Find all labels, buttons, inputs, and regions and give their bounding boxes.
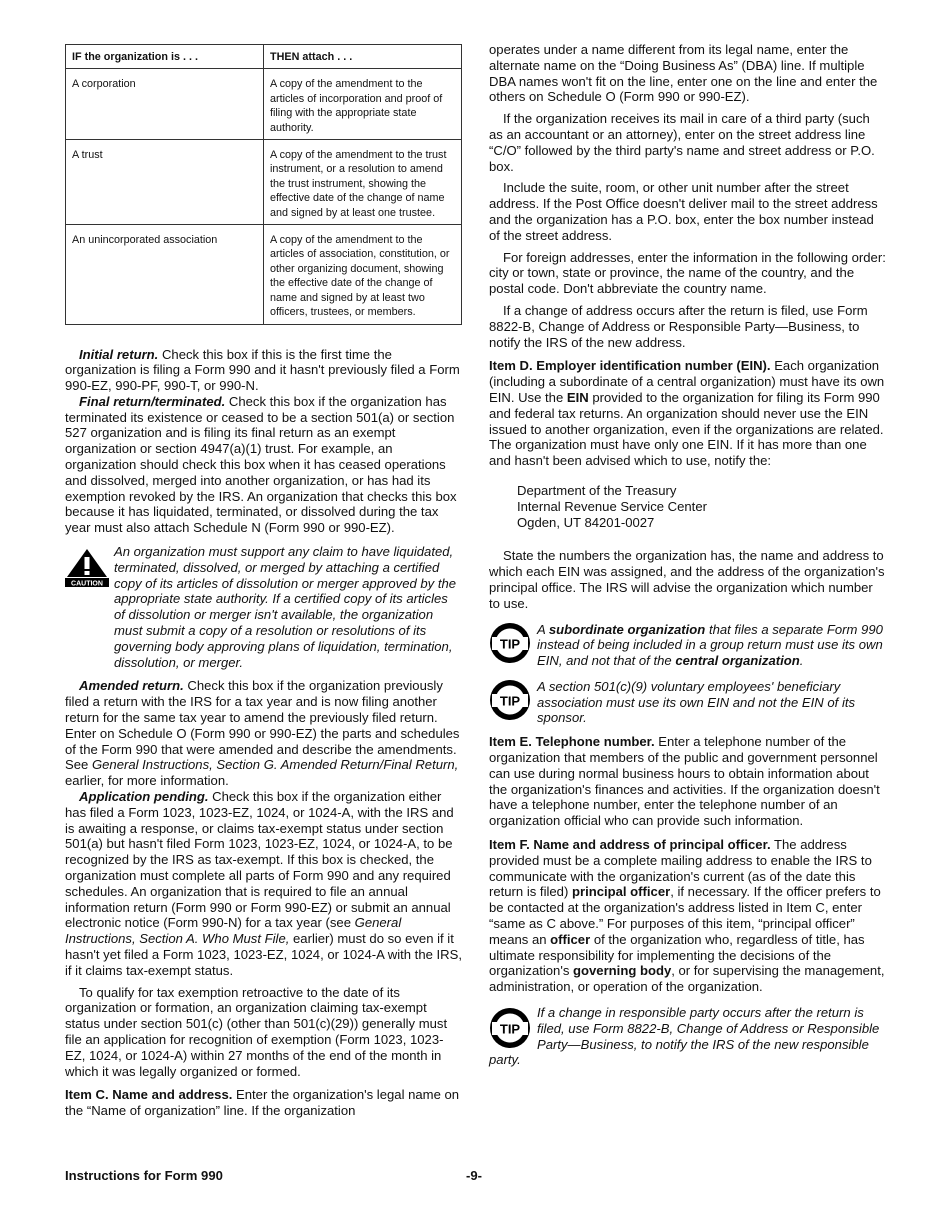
tip-icon <box>489 622 531 664</box>
amended-return-text-end: earlier, for more information. <box>65 773 229 789</box>
tip-label: TIP <box>499 693 521 709</box>
table-header-then: THEN attach . . . <box>264 45 462 69</box>
caution-icon <box>65 547 109 587</box>
footer-title: Instructions for Form 990 <box>65 1168 223 1183</box>
third-party-mail-paragraph: If the organization receives its mail in care of a third party (such as an accountant or an attorney), enter on the street address line “C/O” followed by the third party's name and street address or P.O. box. <box>489 111 875 174</box>
left-column <box>65 0 462 1119</box>
change-of-address-paragraph: If a change of address occurs after the return is filed, use Form 8822-B, Change of Address or Responsible Party—Business, to notify the IRS of the new address. <box>489 302 868 350</box>
tip-text-veba: A section 501(c)(9) voluntary employees' beneficiary association must use its own EIN and not the EIN of its sponsor. <box>537 678 856 726</box>
item-d-ein: EIN <box>566 389 589 405</box>
address-line: Internal Revenue Service Center <box>517 498 707 514</box>
item-c-heading: Item C. Name and address. <box>65 1087 233 1103</box>
address-line: Department of the Treasury <box>517 482 677 498</box>
item-e-paragraph <box>489 734 886 829</box>
tip-note-subordinate <box>489 622 886 669</box>
initial-return-text: Check this box if this is the first time the organization is filing a Form 990 and it hasn't previously filed a Form 990-EZ, 990-PF, 990-T, or 990-N. <box>65 346 460 394</box>
initial-return-heading: Initial return. <box>79 346 159 362</box>
item-d-text: Each organization (including a subordinate of a central organization) must have its own EIN. Use the <box>489 358 885 405</box>
application-pending-paragraph <box>65 789 462 979</box>
table-cell-then: A copy of the amendment to the articles of incorporation and proof of filing with the appropriate state authority. <box>264 69 462 140</box>
item-f-bold-term: governing body <box>573 963 672 979</box>
item-f-heading: Item F. Name and address of principal officer. <box>489 837 771 853</box>
table-cell-then: A copy of the amendment to the trust instrument, or a resolution to amend the trust instrument, showing the effective date of the change of name and signed by at least one trustee. <box>264 140 462 225</box>
item-c-paragraph <box>65 1087 462 1119</box>
state-numbers-paragraph: State the numbers the organization has, the name and address to which each EIN was assigned, and the address of the organization's principal office. The IRS will advise the organization which number to use. <box>489 548 885 611</box>
final-return-heading: Final return/terminated. <box>79 393 226 409</box>
address-line: Ogden, UT 84201-0027 <box>517 514 655 530</box>
page-number: -9- <box>466 1168 483 1183</box>
caution-label: CAUTION <box>71 580 103 588</box>
item-c-text: Enter the organization's legal name on the “Name of organization” line. If the organization <box>65 1087 460 1119</box>
item-e-heading: Item E. Telephone number. <box>489 734 655 750</box>
table-cell-then: A copy of the amendment to the articles of association, constitution, or other organizing document, showing the effective date of the change of name and signed by at least two officers, trustees, or members. <box>264 225 462 324</box>
tip-text-part: . <box>799 653 804 669</box>
tip-label: TIP <box>499 1021 521 1037</box>
initial-return-paragraph <box>65 347 462 394</box>
table-header-row <box>66 45 462 69</box>
amended-return-reference: General Instructions, Section G. Amended Return/Final Return, <box>91 757 459 773</box>
amended-return-text: Check this box if the organization previously filed a return with the IRS for a tax year and is now filing another return for the same tax year to amend the previously filed return. Enter on Schedule O (Form 990 or 990-EZ) the parts and schedules of the Form 990 that were amended and describe the amendments. See <box>65 678 460 773</box>
final-return-text: Check this box if the organization has terminated its existence or ceased to be a section 501(a) or section 527 organization and is filing its final return as an exempt organization or section 4947(a)(1) trust. For example, an organization should check this box when it has ceased operations and dissolved, merged into another organization, or has had its exemption revoked by the IRS. An organization that checks this box because it has liquidated, terminated, or dissolved during the tax year must also attach Schedule N (Form 990 or 990-EZ). <box>65 393 457 536</box>
item-d-heading: Item D. Employer identification number (EIN). <box>489 358 771 374</box>
item-f-bold-term: officer <box>550 931 591 947</box>
amended-return-heading: Amended return. <box>79 678 184 694</box>
application-pending-reference: General Instructions, Section A. Who Must File, <box>65 915 402 947</box>
tip-icon <box>489 679 531 721</box>
table-header-if: IF the organization is . . . <box>66 45 264 69</box>
application-pending-text: Check this box if the organization either has filed a Form 1023, 1023-EZ, 1024, or 1024-A, with the IRS and is awaiting a response, or claims tax-exempt status under section 501(a) but hasn't filed Form 1023, 1023-EZ, 1024, or 1024-A, to be recognized by the IRS as tax-exempt. If this box is checked, the organization must complete all parts of Form 990 and any required schedules. An organization that is required to file an annual information return (Form 990 or Form 990-EZ) or submit an annual electronic notice (Form 990-N) for a tax year (see <box>65 789 454 931</box>
suite-paragraph: Include the suite, room, or other unit number after the street address. If the Post Office doesn't deliver mail to the street address and the organization has a P.O. box, enter the box number instead of the street address. <box>489 180 878 243</box>
tip-icon <box>489 1007 531 1049</box>
attachment-table <box>65 44 462 325</box>
item-f-text: , if necessary. If the officer prefers to be contacted at the organization's address listed in Item C, enter “same as C above.” For purposes of this item, “principal officer” means an <box>489 884 881 947</box>
table-row <box>66 69 462 140</box>
item-d-paragraph <box>489 358 886 469</box>
tip-bold-term: central organization <box>675 653 800 669</box>
item-f-bold-term: principal officer <box>571 884 671 900</box>
item-f-text: of the organization who, regardless of title, has ultimate responsibility for implementing the decisions of the organization's <box>489 931 865 979</box>
amended-return-paragraph <box>65 678 462 789</box>
foreign-address-paragraph: For foreign addresses, enter the information in the following order: city or town, state or province, the name of the country, and the postal code. Don't abbreviate the country name. <box>489 249 886 297</box>
tip-text-subordinate <box>537 622 886 669</box>
table-cell-if: An unincorporated association <box>66 225 264 324</box>
application-pending-text-end: earlier) must do so even if it hasn't yet filed a Form 1023, 1023-EZ, 1024, or 1024-A with the IRS, if it claims tax-exempt status. <box>65 931 462 978</box>
item-f-text: , or for supervising the management, administration, or operation of the organization. <box>489 963 885 995</box>
table-cell-if: A trust <box>66 140 264 225</box>
caution-note <box>65 544 462 670</box>
item-d-text-end: provided to the organization for filing its Form 990 and federal tax returns. An organization should never use the EIN issued to another organization, even if the organizations are related. The organization must have only one EIN. If it has more than one and hasn't been advised which to use, notify the: <box>489 389 884 469</box>
tip-text-responsible-party: If a change in responsible party occurs after the return is filed, use Form 8822-B, Change of Address or Responsible Party—Business, to notify the IRS of the new responsible party. <box>489 1005 880 1068</box>
final-return-paragraph <box>65 394 462 536</box>
tip-text-part: A <box>537 621 546 637</box>
tip-note-responsible-party <box>489 1005 886 1068</box>
tip-bold-term: subordinate organization <box>548 621 706 637</box>
item-f-paragraph <box>489 837 886 995</box>
tip-label: TIP <box>499 636 521 651</box>
tip-text-part: that files a separate Form 990 instead of being included in a group return must use its own EIN, and not that of the <box>537 621 883 669</box>
table-row <box>66 140 462 225</box>
application-pending-heading: Application pending. <box>79 789 209 805</box>
item-f-text: The address provided must be a complete mailing address to enable the IRS to communicate with the organization's current (as of the date this return is filed) <box>489 837 872 900</box>
item-c-continued: operates under a name different from its legal name, enter the alternate name on the “Doing Business As” (DBA) line. If multiple DBA names won't fit on the line, enter one on the line and enter the others on Schedule O (Form 990 or 990-EZ). <box>489 42 878 105</box>
table-cell-if: A corporation <box>66 69 264 140</box>
tip-note-veba <box>489 679 886 726</box>
irs-address-block <box>517 483 886 530</box>
table-row <box>66 225 462 324</box>
caution-text: An organization must support any claim to have liquidated, terminated, dissolved, or merged by attaching a certified copy of its articles of dissolution or merger approved by the appropriate state authority. If a certified copy of its articles of dissolution or merger isn't available, the organization must submit a copy of a resolution or resolutions of its governing body approving plans of liquidation, termination, dissolution, or merger. <box>114 544 457 670</box>
qualify-paragraph: To qualify for tax exemption retroactive to the date of its organization or formation, an organization claiming tax-exempt status under section 501(c) (other than 501(c)(29)) generally must file an application for recognition of exemption (Form 1023, 1023-EZ, 1024, or 1024-A) within 27 months of the end of the month in which it was legally organized or formed. <box>65 984 448 1079</box>
item-e-text: Enter a telephone number of the organization that members of the public and government personnel can use during normal business hours to obtain information about the organization's finances and activities. If the organization doesn't have a telephone number, enter the telephone number of an organization official who can provide such information. <box>489 734 880 829</box>
right-column <box>489 42 886 1068</box>
